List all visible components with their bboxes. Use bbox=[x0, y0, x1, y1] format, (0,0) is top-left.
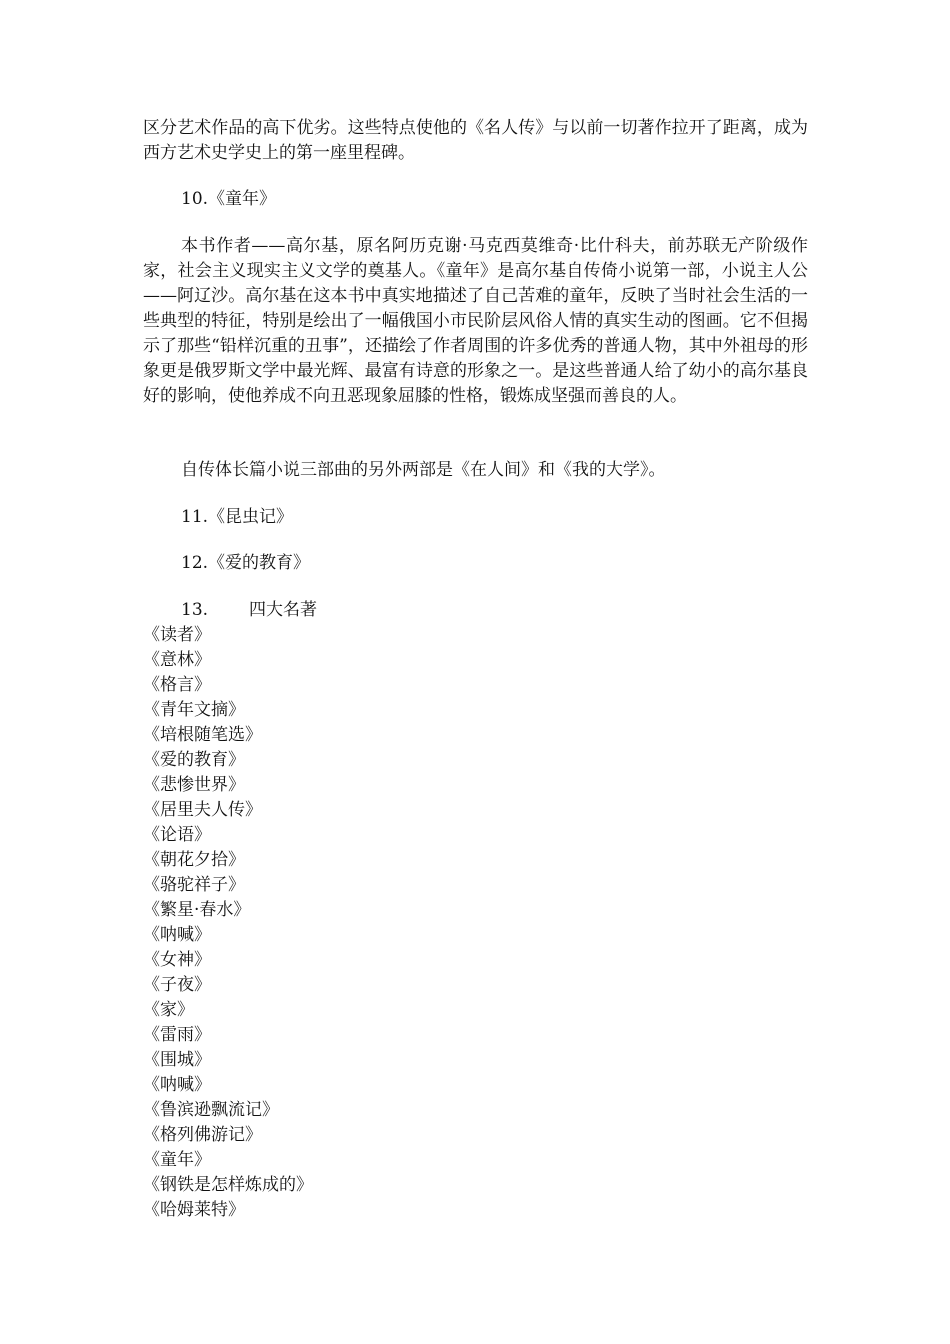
list-item: 《读者》 bbox=[143, 625, 211, 645]
list-item: 《论语》 bbox=[143, 825, 211, 845]
paragraph-trilogy-note: 自传体长篇小说三部曲的另外两部是《在人间》和《我的大学》。 bbox=[181, 460, 666, 480]
list-item: 《鲁滨逊飘流记》 bbox=[143, 1100, 279, 1120]
heading-10-tongnian: 10.《童年》 bbox=[181, 189, 277, 209]
list-item: 《钢铁是怎样炼成的》 bbox=[143, 1175, 313, 1195]
list-item: 《格言》 bbox=[143, 675, 211, 695]
heading-13-sidamingzhu bbox=[181, 598, 317, 623]
list-item: 《童年》 bbox=[143, 1150, 211, 1170]
paragraph-mingrenzhuan-end: 区分艺术作品的高下优劣。这些特点使他的《名人传》与以前一切著作拉开了距离，成为西方艺术史学史上的第一座里程碑。 bbox=[143, 118, 808, 163]
book-list bbox=[143, 623, 313, 1223]
heading-13-text: 四大名著 bbox=[249, 600, 317, 620]
list-item: 《格列佛游记》 bbox=[143, 1125, 262, 1145]
list-item: 《骆驼祥子》 bbox=[143, 875, 245, 895]
list-item: 《朝花夕拾》 bbox=[143, 850, 245, 870]
list-item: 《哈姆莱特》 bbox=[143, 1200, 245, 1220]
list-item: 《呐喊》 bbox=[143, 1075, 211, 1095]
heading-13-number: 13. bbox=[181, 600, 209, 620]
list-item: 《居里夫人传》 bbox=[143, 800, 262, 820]
heading-11-kunchongji: 11.《昆虫记》 bbox=[181, 507, 294, 527]
list-item: 《培根随笔选》 bbox=[143, 725, 262, 745]
list-item: 《呐喊》 bbox=[143, 925, 211, 945]
list-item: 《家》 bbox=[143, 1000, 194, 1020]
list-item: 《子夜》 bbox=[143, 975, 211, 995]
list-item: 《悲惨世界》 bbox=[143, 775, 245, 795]
list-item: 《围城》 bbox=[143, 1050, 211, 1070]
list-item: 《繁星·春水》 bbox=[143, 900, 251, 920]
paragraph-tongnian-intro: 本书作者——高尔基，原名阿历克谢·马克西莫维奇·比什科夫，前苏联无产阶级作家，社会主义现实主义文学的奠基人。《童年》是高尔基自传倚小说第一部，小说主人公——阿辽沙。高尔基在这本书中真实地描述了自己苦难的童年，反映了当时社会生活的一些典型的特征，特别是绘出了一幅俄国小市民阶层风俗人情的真实生动的图画。它不但揭示了那些“铅样沉重的丑事”，还描绘了作者周围的许多优秀的普通人物，其中外祖母的形象更是俄罗斯文学中最光辉、最富有诗意的形象之一。是这些普通人给了幼小的高尔基良好的影响，使他养成不向丑恶现象屈膝的性格，锻炼成坚强而善良的人。 bbox=[143, 236, 808, 406]
list-item: 《女神》 bbox=[143, 950, 211, 970]
list-item: 《青年文摘》 bbox=[143, 700, 245, 720]
list-item: 《意林》 bbox=[143, 650, 211, 670]
list-item: 《雷雨》 bbox=[143, 1025, 211, 1045]
heading-12-aidejiaoyu: 12.《爱的教育》 bbox=[181, 553, 311, 573]
list-item: 《爱的教育》 bbox=[143, 750, 245, 770]
